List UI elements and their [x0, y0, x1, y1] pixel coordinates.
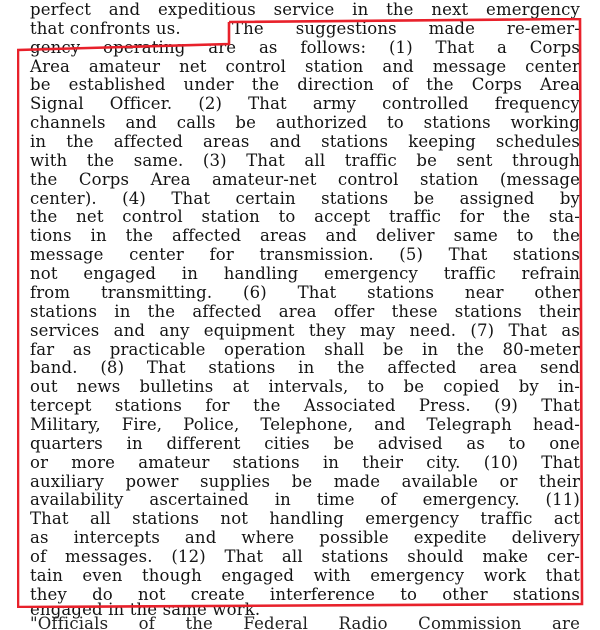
text-line: services and any equipment they may need. (7) That as	[30, 321, 580, 340]
text-line: That all stations not handling emergency traffic act	[30, 509, 580, 528]
text-line: auxiliary power supplies be made available or their	[30, 472, 580, 491]
text-line: The suggestions made re-emer-	[232, 19, 580, 38]
text-line: availability ascertained in time of emergency. (11)	[30, 490, 580, 509]
text-line: Signal Officer. (2) That army controlled frequency	[30, 94, 580, 113]
text-line: not engaged in handling emergency traffic refrain	[30, 264, 580, 283]
text-line: that confronts us.	[30, 19, 181, 38]
text-line: with the same. (3) That all traffic be sent through	[30, 151, 580, 170]
text-line: band. (8) That stations in the affected area send	[30, 358, 580, 377]
text-line: the Corps Area amateur-net control station (message	[30, 170, 580, 189]
text-line: Area amateur net control station and message center	[30, 57, 580, 76]
text-line: as intercepts and where possible expedite delivery	[30, 528, 580, 547]
text-line: channels and calls be authorized to stations working	[30, 113, 580, 132]
text-line: tain even though engaged with emergency work that	[30, 566, 580, 585]
text-line: gency operating are as follows: (1) That a Corps	[30, 38, 580, 57]
text-line: tions in the affected areas and deliver same to the	[30, 226, 580, 245]
text-line: engaged in the same work.	[30, 600, 261, 619]
text-line: the net control station to accept traffic for the sta-	[30, 207, 580, 226]
text-line: "Officials of the Federal Radio Commission are	[30, 614, 580, 630]
text-line: tercept stations for the Associated Press. (9) That	[30, 396, 580, 415]
text-line: or more amateur stations in their city. (10) That	[30, 453, 580, 472]
text-line: from transmitting. (6) That stations near other	[30, 283, 580, 302]
text-line: they do not create interference to other stations	[30, 585, 580, 604]
text-line: quarters in different cities be advised as to one	[30, 434, 580, 453]
text-line: stations in the affected area offer these stations their	[30, 302, 580, 321]
text-line: out news bulletins at intervals, to be copied by in-	[30, 377, 580, 396]
text-line: far as practicable operation shall be in the 80-meter	[30, 340, 580, 359]
text-line: perfect and expeditious service in the next emergency	[30, 0, 580, 19]
text-line: in the affected areas and stations keeping schedules	[30, 132, 580, 151]
text-line: of messages. (12) That all stations should make cer-	[30, 547, 580, 566]
text-line: Military, Fire, Police, Telephone, and Telegraph head-	[30, 415, 580, 434]
text-line: message center for transmission. (5) That stations	[30, 245, 580, 264]
text-line: be established under the direction of the Corps Area	[30, 75, 580, 94]
text-line: center). (4) That certain stations be assigned by	[30, 189, 580, 208]
